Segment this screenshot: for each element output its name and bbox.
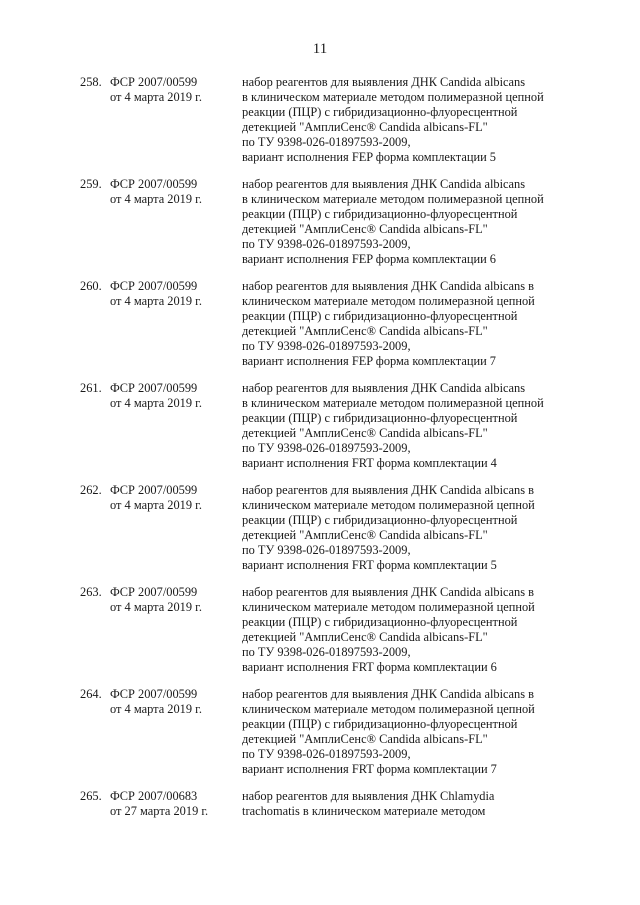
description-line: клиническом материале методом полимеразной цепной	[242, 498, 535, 513]
description-line: вариант исполнения FRT форма комплектации 6	[242, 660, 497, 675]
description-line: вариант исполнения FEP форма комплектации 6	[242, 252, 497, 267]
description-line: клиническом материале методом полимеразной цепной	[242, 294, 535, 309]
description-line: реакции (ПЦР) с гибридизационно-флуоресцентной	[242, 105, 518, 120]
description-line: набор реагентов для выявления ДНК Chlamydia	[242, 789, 495, 803]
registration-number: ФСР 2007/00599	[110, 279, 198, 293]
description-line: в клиническом материале методом полимеразной цепной	[242, 90, 544, 105]
description-line: детекцией "АмплиСенс® Candida albicans-FL"	[242, 324, 488, 339]
description-line: реакции (ПЦР) с гибридизационно-флуоресцентной	[242, 207, 518, 222]
entry-number: 261.	[80, 381, 102, 395]
description-line: по ТУ 9398-026-01897593-2009,	[242, 543, 411, 558]
registration-date: от 4 марта 2019 г.	[110, 600, 202, 615]
description-line: детекцией "АмплиСенс® Candida albicans-FL"	[242, 222, 488, 237]
registration-info	[110, 381, 202, 411]
entry-description	[242, 75, 572, 166]
description-line: детекцией "АмплиСенс® Candida albicans-FL"	[242, 630, 488, 645]
description-line: в клиническом материале методом полимеразной цепной	[242, 396, 544, 411]
description-line: реакции (ПЦР) с гибридизационно-флуоресцентной	[242, 717, 518, 732]
registration-info	[110, 585, 202, 615]
entry-description	[242, 585, 572, 676]
registration-info	[110, 789, 208, 819]
registry-list	[0, 75, 640, 891]
registration-number: ФСР 2007/00599	[110, 177, 198, 191]
entry-description	[242, 483, 572, 574]
description-line: по ТУ 9398-026-01897593-2009,	[242, 645, 411, 660]
description-line: набор реагентов для выявления ДНК Candida albicans	[242, 75, 526, 89]
description-line: по ТУ 9398-026-01897593-2009,	[242, 747, 411, 762]
entry-number: 264.	[80, 687, 102, 701]
registration-date: от 27 марта 2019 г.	[110, 804, 209, 819]
description-line: клиническом материале методом полимеразной цепной	[242, 600, 535, 615]
description-line: по ТУ 9398-026-01897593-2009,	[242, 237, 411, 252]
registry-entry	[0, 177, 640, 279]
entry-number: 265.	[80, 789, 102, 803]
page-number: 11	[312, 41, 328, 57]
registration-number: ФСР 2007/00599	[110, 687, 198, 701]
entry-number: 259.	[80, 177, 102, 191]
description-line: набор реагентов для выявления ДНК Candida albicans в	[242, 279, 534, 293]
description-line: по ТУ 9398-026-01897593-2009,	[242, 441, 411, 456]
registry-entry	[0, 789, 640, 891]
description-line: детекцией "АмплиСенс® Candida albicans-FL"	[242, 426, 488, 441]
description-line: детекцией "АмплиСенс® Candida albicans-FL"	[242, 732, 488, 747]
description-line: набор реагентов для выявления ДНК Candida albicans	[242, 381, 526, 395]
registry-entry	[0, 687, 640, 789]
description-line: набор реагентов для выявления ДНК Candida albicans	[242, 177, 526, 191]
description-line: вариант исполнения FEP форма комплектации 7	[242, 354, 497, 369]
entry-number: 262.	[80, 483, 102, 497]
registration-info	[110, 483, 202, 513]
description-line: trachomatis в клиническом материале методом	[242, 804, 486, 819]
registration-info	[110, 75, 202, 105]
registry-entry	[0, 381, 640, 483]
description-line: реакции (ПЦР) с гибридизационно-флуоресцентной	[242, 513, 518, 528]
entry-number: 258.	[80, 75, 102, 89]
description-line: реакции (ПЦР) с гибридизационно-флуоресцентной	[242, 615, 518, 630]
entry-number: 263.	[80, 585, 102, 599]
description-line: вариант исполнения FEP форма комплектации 5	[242, 150, 497, 165]
registration-number: ФСР 2007/00599	[110, 381, 198, 395]
description-line: вариант исполнения FRT форма комплектации 5	[242, 558, 497, 573]
description-line: вариант исполнения FRT форма комплектации 4	[242, 456, 497, 471]
registration-number: ФСР 2007/00683	[110, 789, 198, 803]
registry-entry	[0, 585, 640, 687]
registry-entry	[0, 279, 640, 381]
registration-info	[110, 687, 202, 717]
registry-entry	[0, 483, 640, 585]
registration-number: ФСР 2007/00599	[110, 75, 198, 89]
registration-date: от 4 марта 2019 г.	[110, 702, 202, 717]
description-line: вариант исполнения FRT форма комплектации 7	[242, 762, 497, 777]
entry-description	[242, 177, 572, 268]
description-line: реакции (ПЦР) с гибридизационно-флуоресцентной	[242, 309, 518, 324]
registration-date: от 4 марта 2019 г.	[110, 90, 202, 105]
description-line: детекцией "АмплиСенс® Candida albicans-FL"	[242, 528, 488, 543]
entry-number: 260.	[80, 279, 102, 293]
description-line: по ТУ 9398-026-01897593-2009,	[242, 339, 411, 354]
registration-number: ФСР 2007/00599	[110, 483, 198, 497]
description-line: реакции (ПЦР) с гибридизационно-флуоресцентной	[242, 411, 518, 426]
registration-date: от 4 марта 2019 г.	[110, 294, 202, 309]
description-line: клиническом материале методом полимеразной цепной	[242, 702, 535, 717]
entry-description	[242, 381, 572, 472]
description-line: набор реагентов для выявления ДНК Candida albicans в	[242, 687, 534, 701]
registry-entry	[0, 75, 640, 177]
description-line: в клиническом материале методом полимеразной цепной	[242, 192, 544, 207]
registration-number: ФСР 2007/00599	[110, 585, 198, 599]
description-line: набор реагентов для выявления ДНК Candida albicans в	[242, 585, 534, 599]
registration-info	[110, 177, 202, 207]
registration-info	[110, 279, 202, 309]
entry-description	[242, 789, 572, 819]
registration-date: от 4 марта 2019 г.	[110, 498, 202, 513]
entry-description	[242, 279, 572, 370]
description-line: детекцией "АмплиСенс® Candida albicans-FL"	[242, 120, 488, 135]
registration-date: от 4 марта 2019 г.	[110, 396, 202, 411]
description-line: набор реагентов для выявления ДНК Candida albicans в	[242, 483, 534, 497]
entry-description	[242, 687, 572, 778]
description-line: по ТУ 9398-026-01897593-2009,	[242, 135, 411, 150]
registration-date: от 4 марта 2019 г.	[110, 192, 202, 207]
